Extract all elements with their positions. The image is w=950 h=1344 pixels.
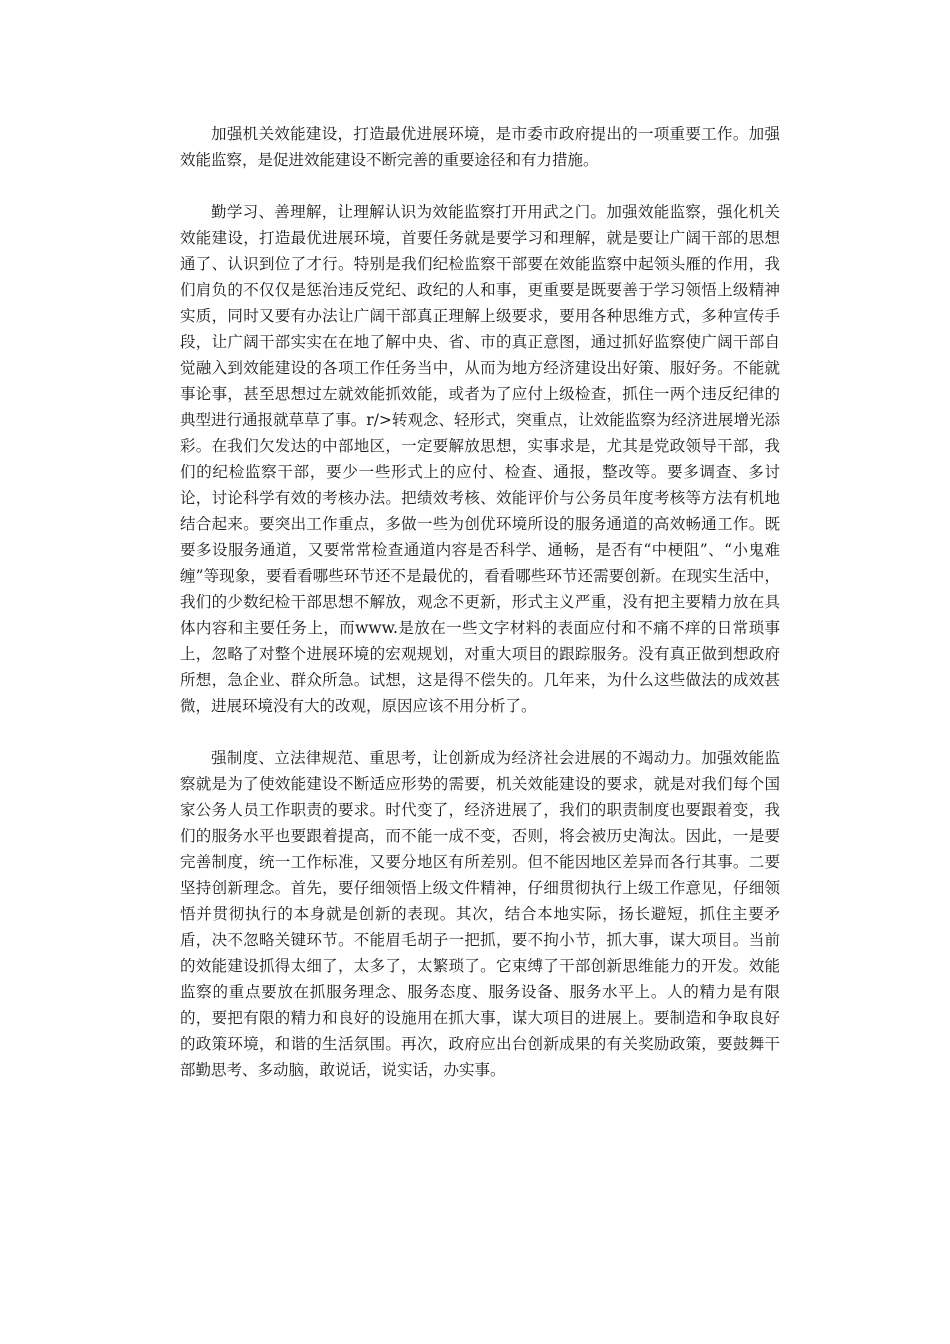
document-body (180, 121, 780, 1083)
paragraph-intro: 加强机关效能建设，打造最优进展环境，是市委市政府提出的一项重要工作。加强效能监察，是促进效能建设不断完善的重要途径和有力措施。 (180, 125, 780, 169)
paragraph-system-innovation: 强制度、立法律规范、重思考，让创新成为经济社会进展的不竭动力。加强效能监察就是为了使效能建设不断适应形势的需要，机关效能建设的要求，就是对我们每个国家公务人员工作职责的要求。时代变了，经济进展了，我们的职责制度也要跟着变，我们的服务水平也要跟着提高，而不能一成不变，否则，将会被历史淘汰。因此，一是要完善制度，统一工作标准，又要分地区有所差别。但不能因地区差异而各行其事。二要坚持创新理念。首先，要仔细领悟上级文件精神，仔细贯彻执行上级工作意见，仔细领悟并贯彻执行的本身就是创新的表现。其次，结合本地实际，扬长避短，抓住主要矛盾，决不忽略关键环节。不能眉毛胡子一把抓，要不拘小节，抓大事，谋大项目。当前的效能建设抓得太细了，太多了，太繁琐了。它束缚了干部创新思维能力的开发。效能监察的重点要放在抓服务理念、服务态度、服务设备、服务水平上。人的精力是有限的，要把有限的精力和良好的设施用在抓大事，谋大项目的进展上。要制造和争取良好的政策环境，和谐的生活氛围。再次，政府应出台创新成果的有关奖励政策，要鼓舞干部勤思考、多动脑，敢说话，说实话，办实事。 (180, 749, 780, 1079)
paragraph-study-understanding: 勤学习、善理解，让理解认识为效能监察打开用武之门。加强效能监察，强化机关效能建设，打造最优进展环境，首要任务就是要学习和理解，就是要让广阔干部的思想通了、认识到位了才行。特别是我们纪检监察干部要在效能监察中起领头雁的作用，我们肩负的不仅仅是惩治违反党纪、政纪的人和事，更重要是既要善于学习领悟上级精神实质，同时又要有办法让广阔干部真正理解上级要求，要用各种思维方式，多种宣传手段，让广阔干部实实在在地了解中央、省、市的真正意图，通过抓好监察使广阔干部自觉融入到效能建设的各项工作任务当中，从而为地方经济建设出好策、服好务。不能就事论事，甚至思想过左就效能抓效能，或者为了应付上级检查，抓住一两个违反纪律的典型进行通报就草草了事。r/>转观念、轻形式，突重点，让效能监察为经济进展增光添彩。在我们欠发达的中部地区，一定要解放思想，实事求是，尤其是党政领导干部，我们的纪检监察干部，要少一些形式上的应付、检查、通报，整改等。要多调查、多讨论，讨论科学有效的考核办法。把绩效考核、效能评价与公务员年度考核等方法有机地结合起来。要突出工作重点，多做一些为创优环境所设的服务通道的高效畅通工作。既要多设服务通道，又要常常检查通道内容是否科学、通畅，是否有“中梗阻”、“小鬼难缠”等现象，要看看哪些环节还不是最优的，看看哪些环节还需要创新。在现实生活中，我们的少数纪检干部思想不解放，观念不更新，形式主义严重，没有把主要精力放在具体内容和主要任务上，而www.是放在一些文字材料的表面应付和不痛不痒的日常琐事上，忽略了对整个进展环境的宏观规划，对重大项目的跟踪服务。没有真正做到想政府所想，急企业、群众所急。试想，这是得不偿失的。几年来，为什么这些做法的成效甚微，进展环境没有大的改观，原因应该不用分析了。 (180, 203, 780, 715)
paragraph-spacer (180, 173, 780, 199)
paragraph-spacer (180, 719, 780, 745)
